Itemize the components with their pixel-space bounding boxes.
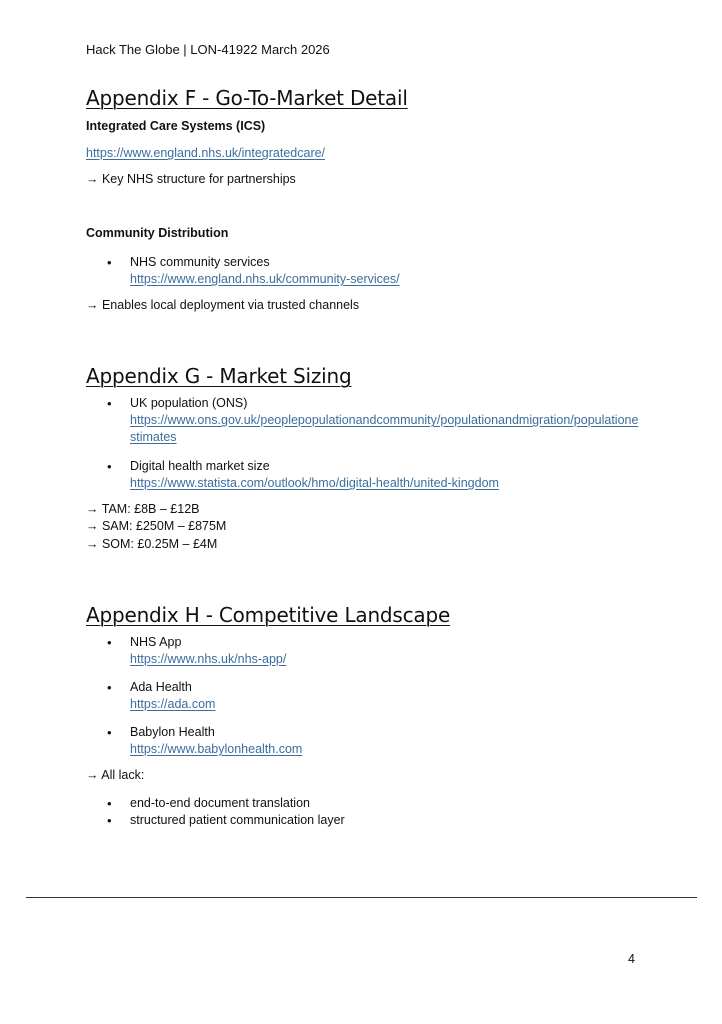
statista-link[interactable]: https://www.statista.com/outlook/hmo/digital-health/united-kingdom <box>130 476 499 490</box>
page-number: 4 <box>628 952 635 966</box>
som-line: → SOM: £0.25M – £4M <box>86 537 218 551</box>
bullet-icon: • <box>107 255 112 270</box>
lack-intro: → All lack: <box>86 768 145 782</box>
babylon-link[interactable]: https://www.babylonhealth.com <box>130 742 303 756</box>
list-item <box>107 724 667 758</box>
list-item <box>107 812 667 829</box>
tam-line: → TAM: £8B – £12B <box>86 502 200 516</box>
community-note: → Enables local deployment via trusted channels <box>86 298 360 312</box>
ics-link[interactable]: https://www.england.nhs.uk/integratedcare/ <box>86 146 326 160</box>
footer-divider <box>26 897 697 898</box>
list-item <box>107 634 667 668</box>
bullet-icon: • <box>107 396 112 411</box>
bullet-icon: • <box>107 459 112 474</box>
bullet-icon: • <box>107 725 112 740</box>
appendix-f-heading: Appendix F - Go-To-Market Detail <box>86 86 408 110</box>
ada-link[interactable]: https://ada.com <box>130 697 216 711</box>
document-header: Hack The Globe | LON-41922 March 2026 <box>86 42 330 57</box>
bullet-icon: • <box>107 813 112 828</box>
list-item <box>107 395 667 446</box>
bullet-icon: • <box>107 796 112 811</box>
bullet-label: NHS App <box>130 635 182 649</box>
bullet-label: end-to-end document translation <box>130 796 310 810</box>
ons-link[interactable]: https://www.ons.gov.uk/peoplepopulationandcommunity/populationandmigration/populationestimates <box>130 413 639 444</box>
list-item <box>107 254 667 288</box>
sam-line: → SAM: £250M – £875M <box>86 519 227 533</box>
bullet-label: UK population (ONS) <box>130 396 248 410</box>
bullet-label: Babylon Health <box>130 725 215 739</box>
bullet-icon: • <box>107 680 112 695</box>
community-services-link[interactable]: https://www.england.nhs.uk/community-services/ <box>130 272 400 286</box>
ics-note: → Key NHS structure for partnerships <box>86 172 296 186</box>
ics-link-line <box>86 146 325 160</box>
bullet-label: NHS community services <box>130 255 270 269</box>
list-item <box>107 679 667 713</box>
bullet-label: Digital health market size <box>130 459 270 473</box>
bullet-label: structured patient communication layer <box>130 813 345 827</box>
list-item <box>107 458 667 492</box>
ics-title: Integrated Care Systems (ICS) <box>86 119 266 133</box>
nhs-app-link[interactable]: https://www.nhs.uk/nhs-app/ <box>130 652 287 666</box>
list-item <box>107 795 667 812</box>
community-title: Community Distribution <box>86 226 229 240</box>
appendix-h-heading: Appendix H - Competitive Landscape <box>86 603 451 627</box>
bullet-label: Ada Health <box>130 680 192 694</box>
bullet-icon: • <box>107 635 112 650</box>
appendix-g-heading: Appendix G - Market Sizing <box>86 364 352 388</box>
